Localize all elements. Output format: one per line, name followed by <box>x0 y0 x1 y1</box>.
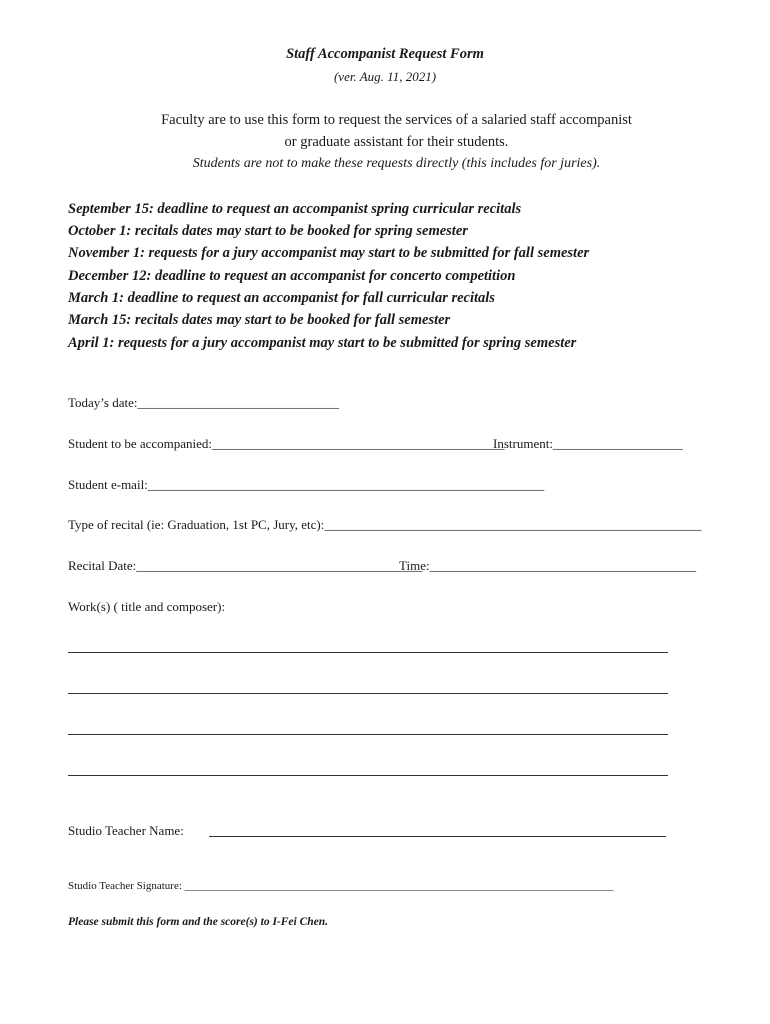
deadline-item: November 1: requests for a jury accompanist may start to be submitted for fall semester <box>68 245 590 261</box>
deadline-item: December 12: deadline to request an accompanist for concerto competition <box>68 268 516 284</box>
works-line[interactable] <box>68 734 668 735</box>
intro-line-3: Students are not to make these requests directly (this includes for juries). <box>192 156 601 171</box>
deadline-item: April 1: requests for a jury accompanist may start to be submitted for spring semester <box>68 335 577 351</box>
studio-teacher-name-line[interactable] <box>209 836 666 837</box>
deadline-item: March 1: deadline to request an accompanist for fall curricular recitals <box>68 290 495 306</box>
works-line[interactable] <box>68 775 668 776</box>
time-field[interactable]: Time:_________________________________________ <box>399 558 697 573</box>
form-title: Staff Accompanist Request Form <box>286 46 484 62</box>
recital-type-field[interactable]: Type of recital (ie: Graduation, 1st PC, Jury, etc):__________________________________________________________ <box>68 517 702 532</box>
instrument-field[interactable]: Instrument:____________________ <box>493 436 683 451</box>
intro-line-2: or graduate assistant for their students. <box>284 134 509 150</box>
studio-teacher-name-label: Studio Teacher Name: <box>68 823 184 838</box>
deadline-item: October 1: recitals dates may start to be booked for spring semester <box>68 223 468 239</box>
todays-date-field[interactable]: Today’s date:_______________________________ <box>68 395 339 410</box>
submission-note: Please submit this form and the score(s) to I-Fei Chen. <box>68 916 329 928</box>
intro-line-1: Faculty are to use this form to request the services of a salaried staff accompanist <box>161 112 632 128</box>
student-name-field[interactable]: Student to be accompanied:_____________________________________________ <box>68 436 505 451</box>
studio-teacher-signature-field[interactable]: Studio Teacher Signature: ______________________________________________________________________________ <box>68 880 614 892</box>
recital-date-field[interactable]: Recital Date:____________________________________________ <box>68 558 423 573</box>
works-line[interactable] <box>68 693 668 694</box>
deadline-item: September 15: deadline to request an accompanist spring curricular recitals <box>68 201 522 217</box>
form-version: (ver. Aug. 11, 2021) <box>333 69 437 84</box>
works-label: Work(s) ( title and composer): <box>68 599 226 614</box>
works-line[interactable] <box>68 652 668 653</box>
deadline-item: March 15: recitals dates may start to be booked for fall semester <box>68 312 451 328</box>
student-email-field[interactable]: Student e-mail:_____________________________________________________________ <box>68 477 545 492</box>
